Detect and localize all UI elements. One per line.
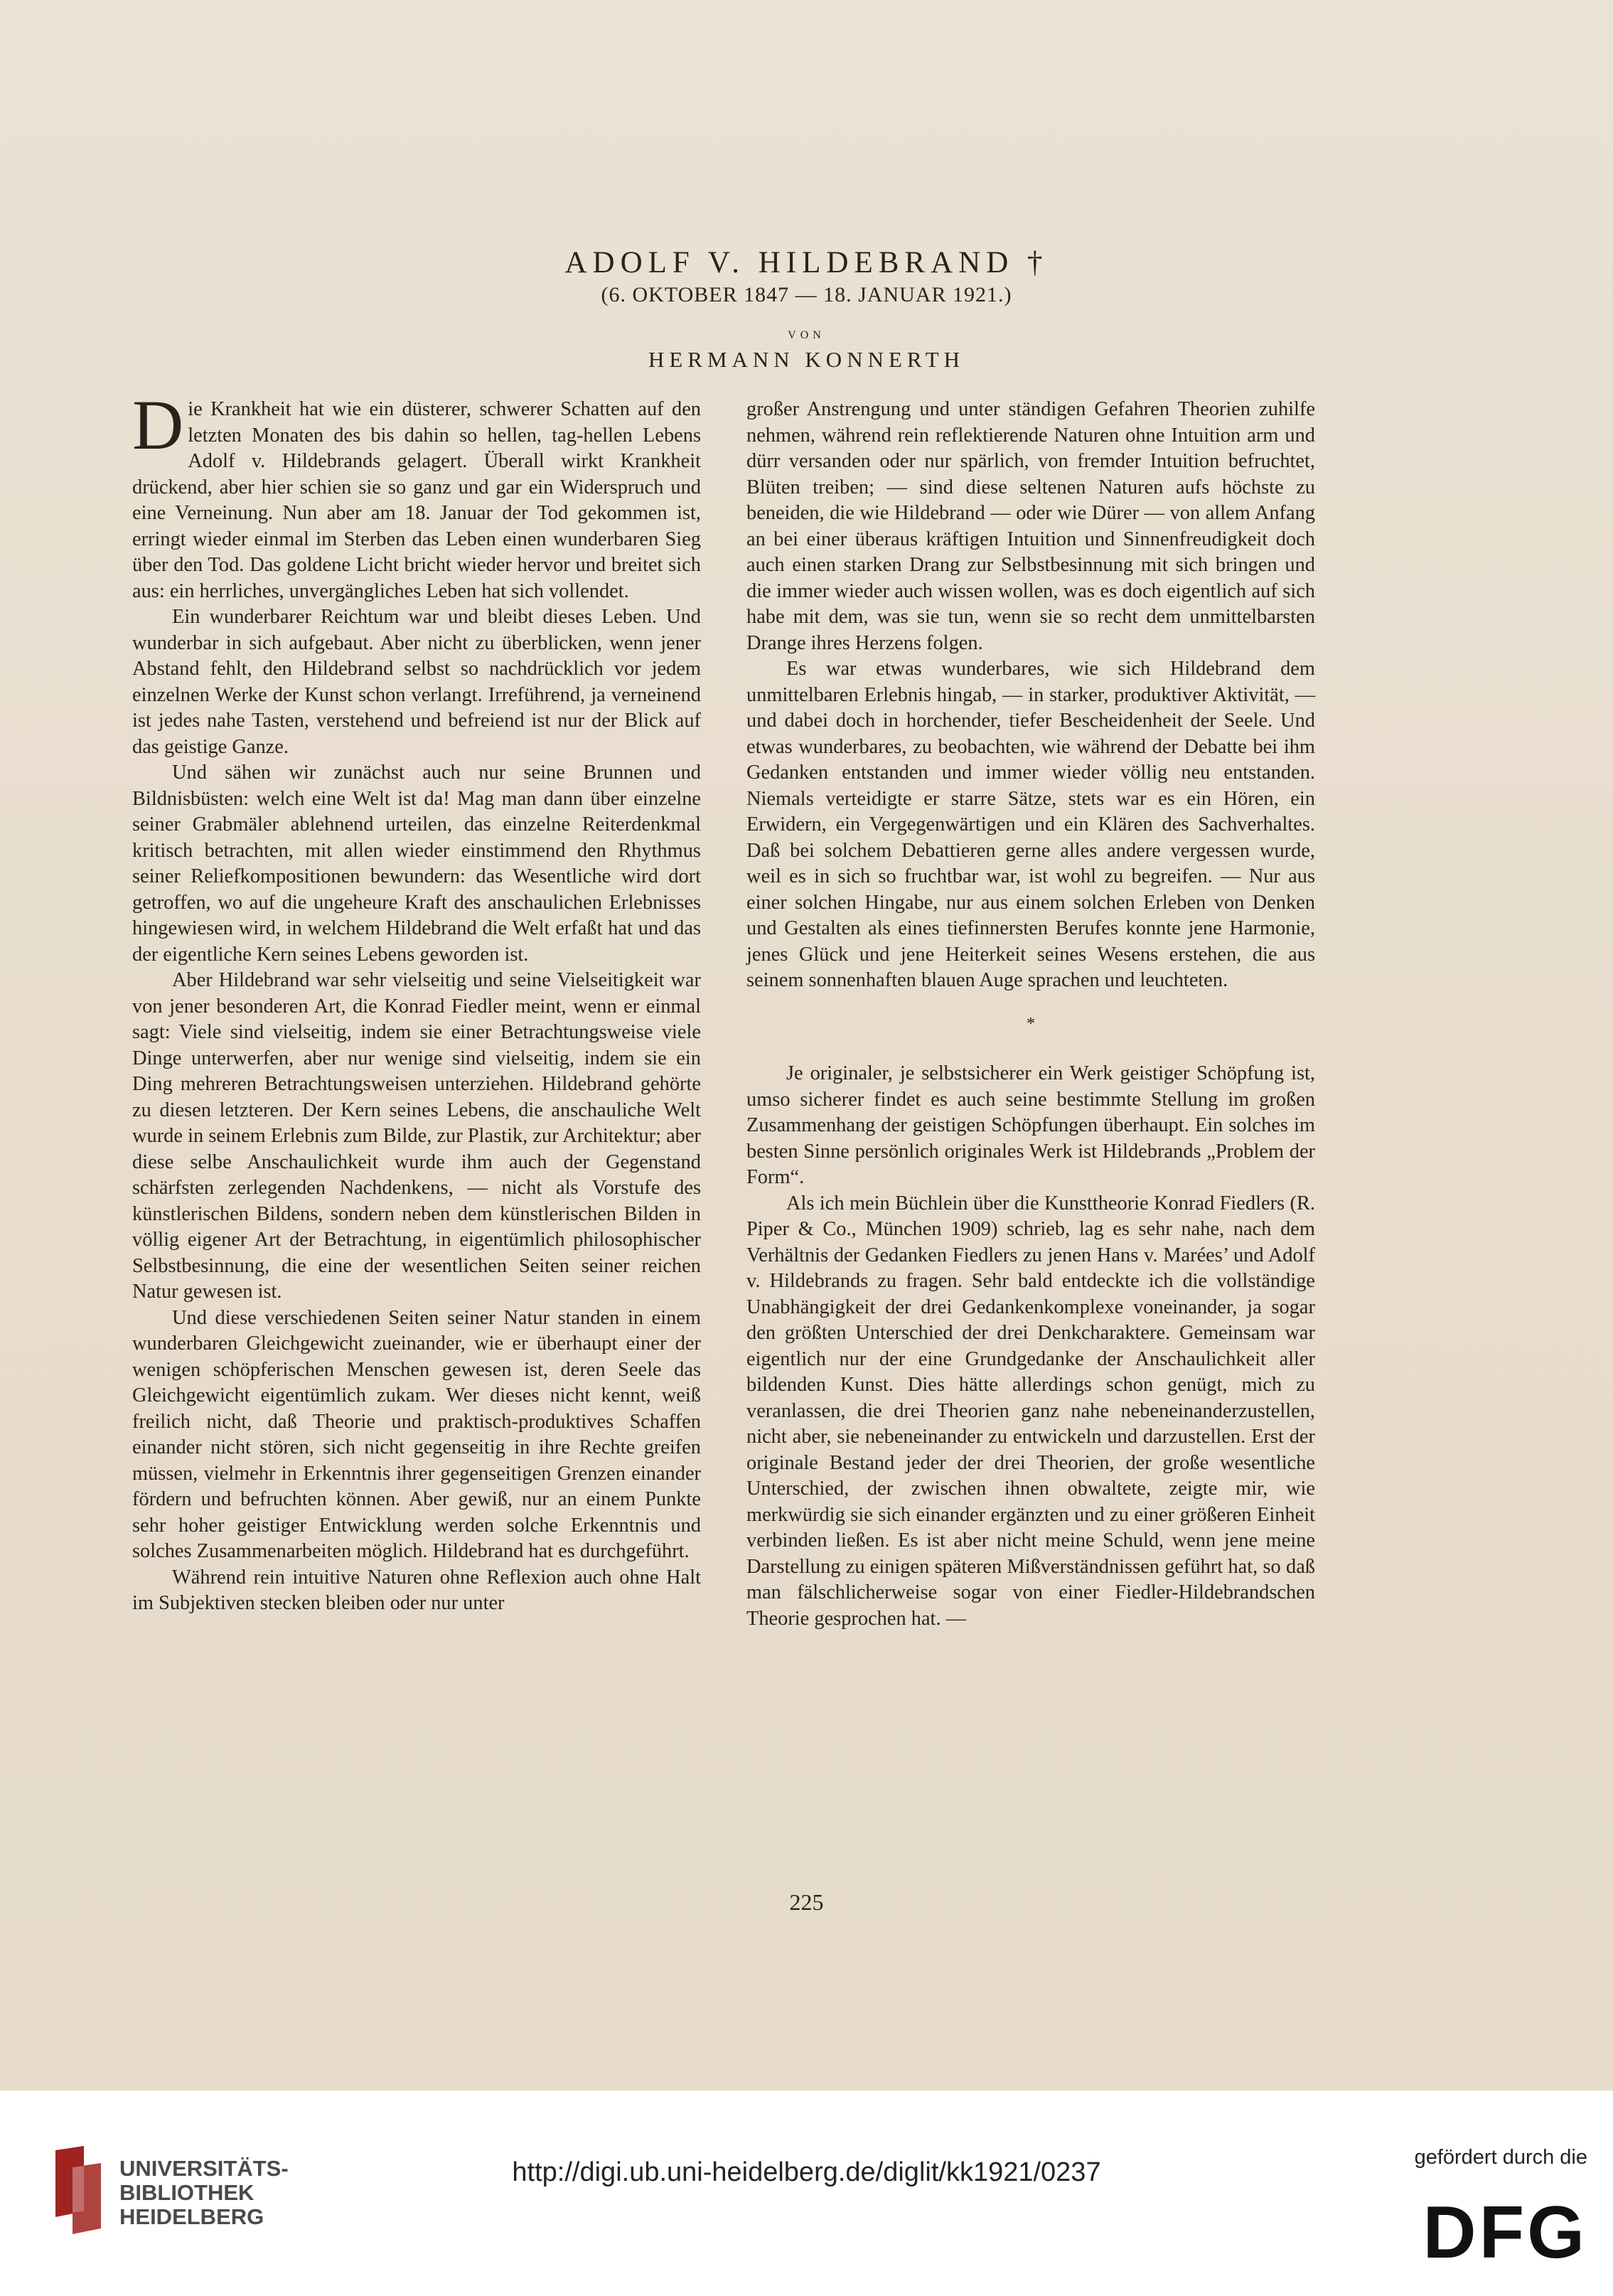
- article-author: HERMANN KONNERTH: [648, 347, 965, 372]
- dfg-logo-icon: DFG: [1422, 2191, 1587, 2274]
- right-column: [746, 397, 1315, 1632]
- byline-von: VON: [788, 329, 825, 341]
- article-title: ADOLF V. HILDEBRAND †: [564, 246, 1049, 279]
- digitization-footer: [0, 2091, 1613, 2296]
- funded-by-label: gefördert durch die: [1414, 2146, 1587, 2169]
- paragraph: Und sähen wir zunächst auch nur seine Brunnen und Bildnisbüsten: welch eine Welt ist da! Mag man dann über einzelne seiner Grabmäler ablehnend urteilen, das einzelne Reiterdenkmal kritisch betrachten, mit allen wieder einstimmend den Rhythmus seiner Reliefkompositionen bewundern: das Wesentliche wird dort getroffen, wo auf die ungeheure Kraft des anschaulichen Erlebnisses hingewiesen wird, in welchem Hildebrand die Welt erfaßt hat und das der eigentliche Kern seines Lebens geworden ist.: [132, 762, 701, 966]
- paragraph: Je originaler, je selbstsicherer ein Werk geistiger Schöpfung ist, umso sicherer findet es auch seine bestimmte Stellung im großen Zusammenhang der geistigen Schöpfungen überhaupt. Ein solches im besten Sinne persönlich originales Werk ist Hildebrands „Problem der Form“.: [746, 1062, 1315, 1188]
- paragraph: Während rein intuitive Naturen ohne Reflexion auch ohne Halt im Subjektiven stecken bleiben oder nur unter: [132, 1566, 701, 1614]
- page-number: 225: [789, 1889, 824, 1915]
- paragraph: Als ich mein Büchlein über die Kunsttheorie Konrad Fiedlers (R. Piper & Co., München 1909) schrieb, lag es sehr nahe, nach dem Verhältnis der Gedanken Fiedlers zu jenen Hans v. Marées’ und Adolf v. Hildebrands zu fragen. Sehr bald entdeckte ich die vollständige Unabhängigkeit der drei Gedankenkomplexe voneinander, ja sogar den größten Unterschied der drei Denkcharaktere. Gemeinsam war eigentlich nur der eine Grundgedanke der Anschaulichkeit aller bildenden Kunst. Dies hätte allerdings schon genügt, mich zu veranlassen, die drei Theorien ganz nahe nebeneinanderzustellen, nicht aber, sie nebeneinander zu entwickeln und darzustellen. Erst der originale Bestand jeder der drei Theorien, der große wesentliche Unterschied, der zwischen ihnen obwaltete, zeigte mir, wie merkwürdig sie sich einander ergänzten und zu einer größeren Einheit verbinden ließen. Es ist aber nicht meine Schuld, wenn jene meine Darstellung zu einigen späteren Mißverständnissen geführt hat, so daß man fälschlicherweise sogar von einer Fiedler-Hildebrandschen Theorie gesprochen hat. —: [746, 1192, 1315, 1630]
- paragraph: Aber Hildebrand war sehr vielseitig und seine Vielseitigkeit war von jener besonderen Art, die Konrad Fiedler meint, wenn er einmal sagt: Viele sind vielseitig, indem sie einer Betrachtungsweise viele Dinge unterwerfen, aber nur wenige sind vielseitig, indem sie ein Ding mehreren Betrachtungsweisen unterziehen. Hildebrand gehörte zu diesen letzteren. Der Kern seines Lebens, die anschauliche Welt wurde in seinem Erlebnis zum Bilde, zur Plastik, zur Architektur; aber diese selbe Anschaulichkeit wurde ihm auch der Gegenstand schärfsten zerlegenden Nachdenkens, — nicht als Vorstufe des künstlerischen Bildens, sondern neben dem künstlerischen Bilden in völlig eigener Art der Betrachtung, in eigentümlich philosophischer Selbstbesinnung, die eine der wesentlichen Seiten seiner reichen Natur gewesen ist.: [132, 969, 701, 1303]
- paragraph: großer Anstrengung und unter ständigen Gefahren Theorien zuhilfe nehmen, während rein reflektierende Naturen ohne Intuition arm und dürr versanden oder nur spärlich, von fremder Intuition befruchtet, Blüten treiben; — sind diese seltenen Naturen aufs höchste zu beneiden, die wie Hildebrand — oder wie Dürer — von allem Anfang an bei einer überaus kräftigen Intuition und Sinnenfreudigkeit doch auch einen starken Drang zur Selbstbesinnung mit sich bringen und die immer wieder auch wissen wollen, was es doch eigentlich auf sich habe mit dem, was sie tun, wenn sie so recht dem unmittelbarsten Drange ihres Herzens folgen.: [746, 398, 1315, 654]
- left-column: [132, 385, 701, 1617]
- drop-cap: D: [132, 385, 184, 464]
- library-name: UNIVERSITÄTS- BIBLIOTHEK HEIDELBERG: [119, 2156, 289, 2229]
- section-separator: *: [1027, 1014, 1035, 1033]
- paragraph: Ein wunderbarer Reichtum war und bleibt dieses Leben. Und wunderbar in sich aufgebaut. Aber nicht zu überblicken, wenn jener Abstand fehlt, den Hildebrand selbst so nachdrücklich vor jedem einzelnen Werke der Kunst schon verlangt. Irreführend, ja verneinend ist jedes nahe Tasten, verstehend und befreiend ist nur der Blick auf das geistige Ganze.: [132, 606, 701, 758]
- paragraph: Und diese verschiedenen Seiten seiner Natur standen in einem wunderbaren Gleichgewicht zueinander, wie er überhaupt einer der wenigen schöpferischen Menschen gewesen ist, deren Seele das Gleichgewicht eigentümlich zukam. Wer dieses nicht kennt, weiß freilich nicht, daß Theorie und praktisch-produktives Schaffen einander nicht stören, sich nicht gegenseitig in ihre Rechte greifen müssen, vielmehr in Erkenntnis ihrer gegenseitigen Grenzen einander fördern und befruchten können. Aber gewiß, nur an einem Punkte sehr hoher geistiger Entwicklung werden solche Erkenntnis und solches Zusammenarbeiten möglich. Hildebrand hat es durchgeführt.: [132, 1306, 701, 1562]
- article-dates: (6. OKTOBER 1847 — 18. JANUAR 1921.): [601, 283, 1012, 306]
- paragraph: Es war etwas wunderbares, wie sich Hildebrand dem unmittelbaren Erlebnis hingab, — in starker, produktiver Aktivität, — und dabei doch in horchender, tiefer Bescheidenheit der Seele. Und etwas wunderbares, zu beobachten, wie während der Debatte bei ihm Gedanken entstanden und immer wieder völlig neu entstanden. Niemals verteidigte er starre Sätze, stets war es ein Hören, ein Erwidern, ein Vergegenwärtigen und ein Klären des Sachverhaltes. Daß bei solchem Debattieren gerne alles andere vergessen wurde, weil es in sich so fruchtbar war, ist wohl zu begreifen. — Nur aus einer solchen Hingabe, nur aus einem solchen Erleben von Denken und Gestalten als eines tiefinnersten Berufes konnte jene Harmonie, jenes Glück und jene Heiterkeit seines Wesens erstehen, die aus seinem sonnenhaften blauen Auge sprachen und leuchteten.: [746, 658, 1315, 991]
- paragraph: Die Krankheit hat wie ein düsterer, schwerer Schatten auf den letzten Monaten des bis dahin so hellen, tag-hellen Lebens Adolf v. Hildebrands gelagert. Überall wirkt Krankheit drückend, aber hier schien sie so ganz und gar ein Widerspruch und eine Verneinung. Nun aber am 18. Januar der Tod gekommen ist, erringt wieder einmal im Sterben das Leben einen wunderbaren Sieg über den Tod. Das goldene Licht bricht wieder hervor und breitet sich aus: ein herrliches, unvergängliches Leben hat sich vollendet.: [132, 385, 701, 602]
- permalink-url[interactable]: http://digi.ub.uni-heidelberg.de/diglit/kk1921/0237: [512, 2157, 1101, 2187]
